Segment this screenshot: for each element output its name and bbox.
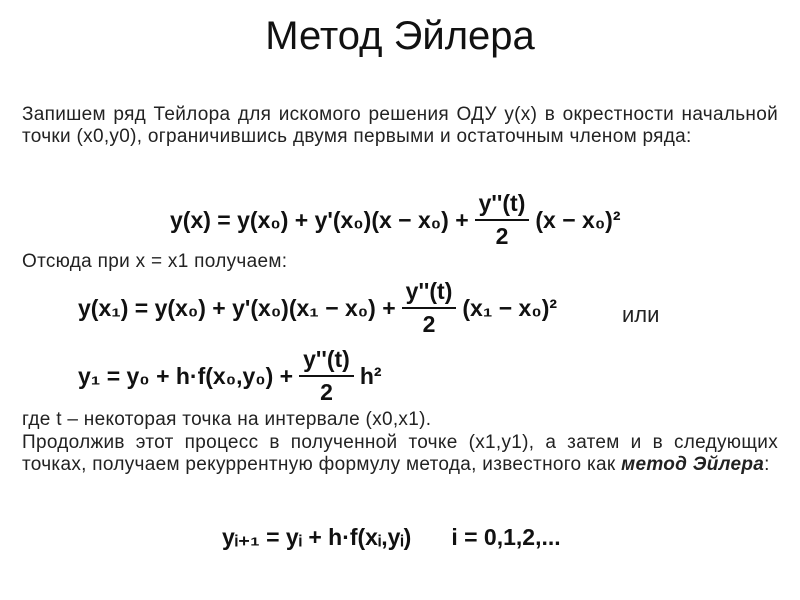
- fraction-numerator: y''(t): [478, 190, 526, 216]
- fraction-numerator: y''(t): [405, 278, 453, 304]
- formula-at-x1-left: y(x₁) = y(x₀) + y'(x₀)(x₁ − x₀) +: [78, 294, 396, 321]
- paragraph-at-x1: Отсюда при x = x1 получаем:: [22, 251, 288, 272]
- fraction: [299, 346, 354, 406]
- formula-taylor: [170, 190, 621, 250]
- euler-method-term: метод Эйлера: [621, 454, 765, 475]
- formula-y1-right: h²: [359, 362, 382, 389]
- formula-at-x1: [78, 278, 557, 338]
- formula-euler: [222, 524, 561, 551]
- fraction-denominator: 2: [422, 311, 436, 337]
- formula-euler-index: i = 0,1,2,...: [451, 524, 561, 550]
- formula-taylor-left: y(x) = y(x₀) + y'(x₀)(x − x₀) +: [170, 206, 469, 233]
- paragraph-recurrence: [22, 432, 778, 476]
- fraction: [402, 278, 457, 338]
- fraction-numerator: y''(t): [303, 346, 350, 372]
- fraction: [475, 190, 530, 250]
- paragraph-taylor-intro: Запишем ряд Тейлора для искомого решения ОДУ y(x) в окрестности начальной точки (x0,y0), ограничившись двумя первыми и остаточным членом ряда:: [22, 104, 778, 147]
- formula-taylor-right: (x − x₀)²: [535, 206, 621, 233]
- paragraph-recurrence-colon: :: [764, 454, 770, 475]
- formula-y1: [78, 346, 382, 406]
- formula-at-x1-right: (x₁ − x₀)²: [462, 294, 558, 321]
- paragraph-t-point: где t – некоторая точка на интервале (x0,x1).: [22, 409, 432, 430]
- paragraph-recurrence-text: Продолжив этот процесс в полученной точке (x1,y1), а затем и в следующих точках, получаем рекуррентную формулу метода, известного как: [22, 432, 778, 475]
- slide-title: Метод Эйлера: [265, 14, 535, 58]
- formula-euler-main: yᵢ₊₁ = yᵢ + h·f(xᵢ,yᵢ): [222, 524, 412, 550]
- fraction-denominator: 2: [495, 223, 509, 249]
- formula-y1-left: y₁ = y₀ + h·f(x₀,y₀) +: [78, 362, 294, 389]
- word-or: или: [622, 302, 660, 327]
- fraction-denominator: 2: [320, 379, 333, 405]
